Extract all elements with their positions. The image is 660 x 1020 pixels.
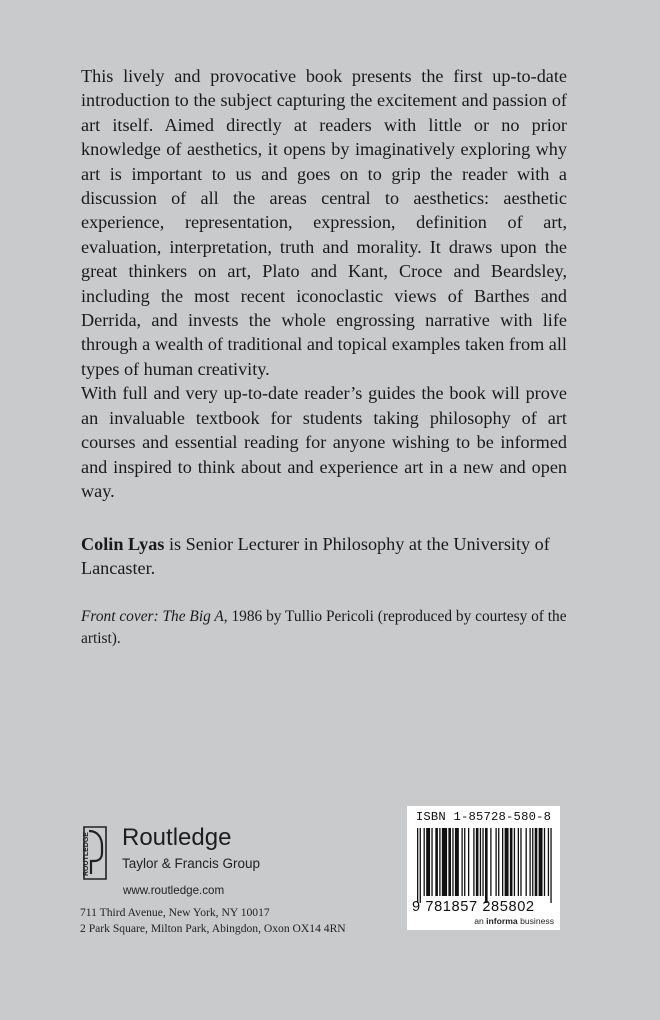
barcode-bar	[424, 828, 425, 896]
blurb-paragraph: With full and very up-to-date reader’s guides the book will prove an invaluable textbook for students taking philosophy of art courses and essential reading for anyone wishing to be informed and inspired to think about and experience art in a new and open way.	[81, 383, 567, 501]
cover-credit-details: , 1986 by Tullio Pericoli (reproduced by courtesy of the artist).	[81, 608, 567, 647]
barcode-bar	[455, 828, 459, 896]
barcode-bar	[448, 828, 451, 896]
barcode-bar	[461, 828, 462, 896]
cover-artwork-title: The Big A	[158, 608, 224, 625]
routledge-logo-icon	[80, 826, 110, 880]
barcode-bar	[495, 828, 496, 896]
barcode-bar	[482, 828, 483, 896]
publisher-group: Taylor & Francis Group	[122, 856, 261, 871]
barcode-bar	[550, 828, 551, 903]
barcode-bars	[417, 828, 553, 903]
barcode-bar	[452, 828, 453, 896]
barcode-bar	[498, 828, 499, 896]
barcode-bar	[485, 828, 488, 903]
logo-vertical-text: ROUTLEDGE	[83, 832, 90, 876]
author-bio	[81, 532, 571, 581]
address-line: 2 Park Square, Milton Park, Abingdon, Oxon OX14 4RN	[80, 922, 346, 935]
barcode-bar	[468, 828, 469, 896]
barcode-bar	[544, 828, 545, 896]
informa-prefix: an	[474, 916, 487, 926]
informa-suffix: business	[517, 916, 554, 926]
address-line: 711 Third Avenue, New York, NY 10017	[80, 906, 270, 919]
back-cover-blurb	[81, 64, 567, 503]
publisher-address	[80, 905, 346, 937]
barcode-bar	[518, 828, 519, 896]
blurb-paragraph: This lively and provocative book presents the first up-to-date introduction to the subject capturing the excitement and passion of art itself. Aimed directly at readers with little or no prior knowledge of aesthetics, it opens by imaginatively exploring why art is important to us and goes on to grip the reader with a discussion of all the areas central to aesthetics: aesthetic experience, representation, expression, definition of art, evaluation, interpretation, truth and morality. It draws upon the great thinkers on art, Plato and Kant, Croce and Beardsley, including the most recent iconoclastic views of Barthes and Derrida, and invests the whole engrossing narrative with life through a wealth of traditional and topical examples taken from all types of human creativity.	[81, 66, 567, 379]
barcode-bar	[520, 828, 521, 896]
barcode-bar	[526, 828, 527, 896]
barcode-bar	[532, 828, 533, 896]
barcode-bar	[431, 828, 432, 896]
barcode-bar	[502, 828, 503, 896]
cover-credit	[81, 606, 571, 650]
isbn-number: ISBN 1-85728-580-8	[415, 810, 552, 824]
barcode-bar	[426, 828, 430, 896]
barcode-bar	[439, 828, 440, 896]
isbn-barcode	[407, 806, 560, 930]
publisher-website: www.routledge.com	[123, 884, 225, 897]
barcode-bar	[514, 828, 515, 896]
informa-business-label	[474, 916, 554, 926]
barcode-bar	[510, 828, 513, 896]
publisher-name: Routledge	[122, 824, 232, 851]
barcode-bar	[473, 828, 474, 896]
ean-number: 9 781857 285802	[412, 899, 535, 915]
barcode-bar	[417, 828, 418, 903]
barcode-bar	[435, 828, 438, 896]
cover-credit-label: Front cover:	[81, 608, 159, 625]
barcode-bar	[442, 828, 447, 896]
barcode-bar	[539, 828, 543, 896]
author-bio-text: is Senior Lecturer in Philosophy at the University of Lancaster.	[81, 534, 550, 579]
barcode-bar	[505, 828, 509, 896]
barcode-bar	[535, 828, 538, 896]
barcode-bar	[480, 828, 481, 896]
barcode-bar	[420, 828, 421, 903]
barcode-bar	[490, 828, 491, 896]
informa-brand: informa	[486, 916, 518, 926]
author-name: Colin Lyas	[81, 534, 165, 554]
barcode-bar	[476, 828, 479, 896]
barcode-bar	[548, 828, 549, 896]
barcode-bar	[529, 828, 530, 896]
barcode-bar	[464, 828, 465, 896]
